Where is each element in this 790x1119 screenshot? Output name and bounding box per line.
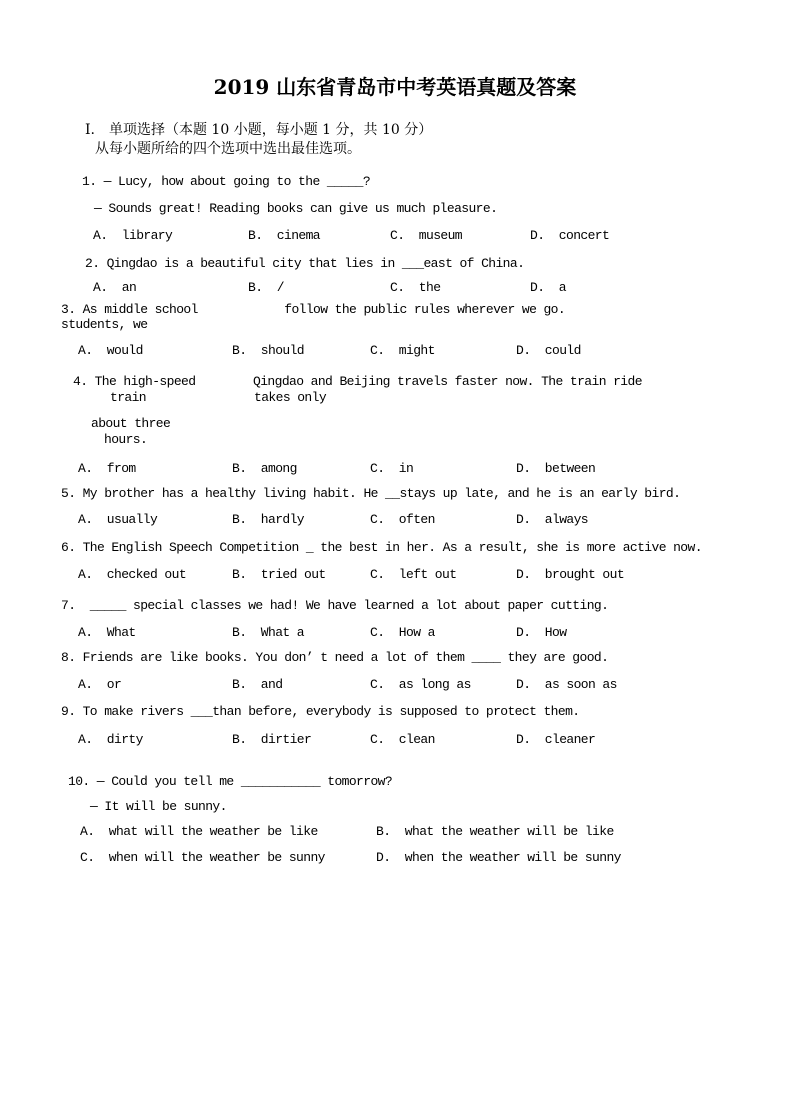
question-5-option-d: D. always [516,512,589,527]
question-3-option-c: C. might [370,343,435,358]
question-8-line-1: 8. Friends are like books. You don’ t need a lot of them ____ they are good. [61,650,609,665]
question-2-option-b: B. / [248,280,285,295]
question-2-option-a: A. an [93,280,137,295]
question-8-options [0,678,790,692]
question-4-option-d: D. between [516,461,596,476]
question-8-option-b: B. and [232,677,283,692]
question-10-option-d: D. when the weather will be sunny [376,850,621,865]
question-4-line-4: hours. [104,432,148,447]
question-9-option-d: D. cleaner [516,732,596,747]
question-4-line-2: train takes only [110,390,327,405]
question-2-option-d: D. a [530,280,567,295]
question-1-option-d: D. concert [530,228,610,243]
question-3-option-a: A. would [78,343,143,358]
question-1-line-2: — Sounds great! Reading books can give us much pleasure. [94,201,498,216]
question-5-options [0,513,790,527]
question-4-line-3: about three [91,416,171,431]
question-9-options [0,733,790,747]
question-1-line-1: 1. — Lucy, how about going to the _____? [82,174,371,189]
question-5-option-c: C. often [370,512,435,527]
question-8-option-d: D. as soon as [516,677,617,692]
question-10-options-row-1 [0,825,790,839]
question-3-line-1: 3. As middle school follow the public rules wherever we go. [61,302,566,317]
question-8-option-a: A. or [78,677,122,692]
question-10-option-b: B. what the weather will be like [376,824,614,839]
question-4-option-c: C. in [370,461,414,476]
question-5-option-b: B. hardly [232,512,305,527]
question-5-line-1: 5. My brother has a healthy living habit. He __stays up late, and he is an early bird. [61,486,681,501]
question-3-options [0,344,790,358]
question-9-option-a: A. dirty [78,732,143,747]
question-7-options [0,626,790,640]
question-10-option-c: C. when will the weather be sunny [80,850,325,865]
question-6-options [0,568,790,582]
question-4-option-b: B. among [232,461,297,476]
question-6-option-b: B. tried out [232,567,326,582]
question-4-options [0,462,790,476]
question-4-line-1: 4. The high-speed Qingdao and Beijing travels faster now. The train ride [73,374,642,389]
question-9-option-c: C. clean [370,732,435,747]
question-1-option-a: A. library [93,228,173,243]
section-heading: I. 单项选择（本题 10 小题，每小题 1 分，共 10 分） [85,122,433,138]
question-3-option-d: D. could [516,343,581,358]
exam-title: 2019 山东省青岛市中考英语真题及答案 [213,75,577,99]
question-2-option-c: C. the [390,280,441,295]
section-instruction: 从每小题所给的四个选项中选出最佳选项。 [95,141,361,157]
question-4-option-a: A. from [78,461,136,476]
question-10-option-a: A. what will the weather be like [80,824,318,839]
question-10-line-1: 10. — Could you tell me ___________ tomorrow? [68,774,393,789]
question-10-line-2: — It will be sunny. [90,799,227,814]
question-5-option-a: A. usually [78,512,158,527]
question-8-option-c: C. as long as [370,677,471,692]
question-3-line-2: students, we [61,317,148,332]
question-9-option-b: B. dirtier [232,732,312,747]
question-9-line-1: 9. To make rivers ___than before, everybody is supposed to protect them. [61,704,580,719]
question-2-options [0,281,790,295]
question-3-option-b: B. should [232,343,305,358]
question-7-line-1: 7. _____ special classes we had! We have learned a lot about paper cutting. [61,598,609,613]
question-7-option-b: B. What a [232,625,305,640]
question-6-option-a: A. checked out [78,567,187,582]
question-7-option-d: D. How [516,625,567,640]
question-6-option-c: C. left out [370,567,457,582]
question-6-line-1: 6. The English Speech Competition _ the best in her. As a result, she is more active now. [61,540,702,555]
question-1-option-c: C. museum [390,228,463,243]
question-10-options-row-2 [0,851,790,865]
question-7-option-c: C. How a [370,625,435,640]
question-7-option-a: A. What [78,625,136,640]
question-1-option-b: B. cinema [248,228,321,243]
question-2-line-1: 2. Qingdao is a beautiful city that lies in ___east of China. [85,256,525,271]
question-1-options [0,229,790,243]
question-6-option-d: D. brought out [516,567,625,582]
